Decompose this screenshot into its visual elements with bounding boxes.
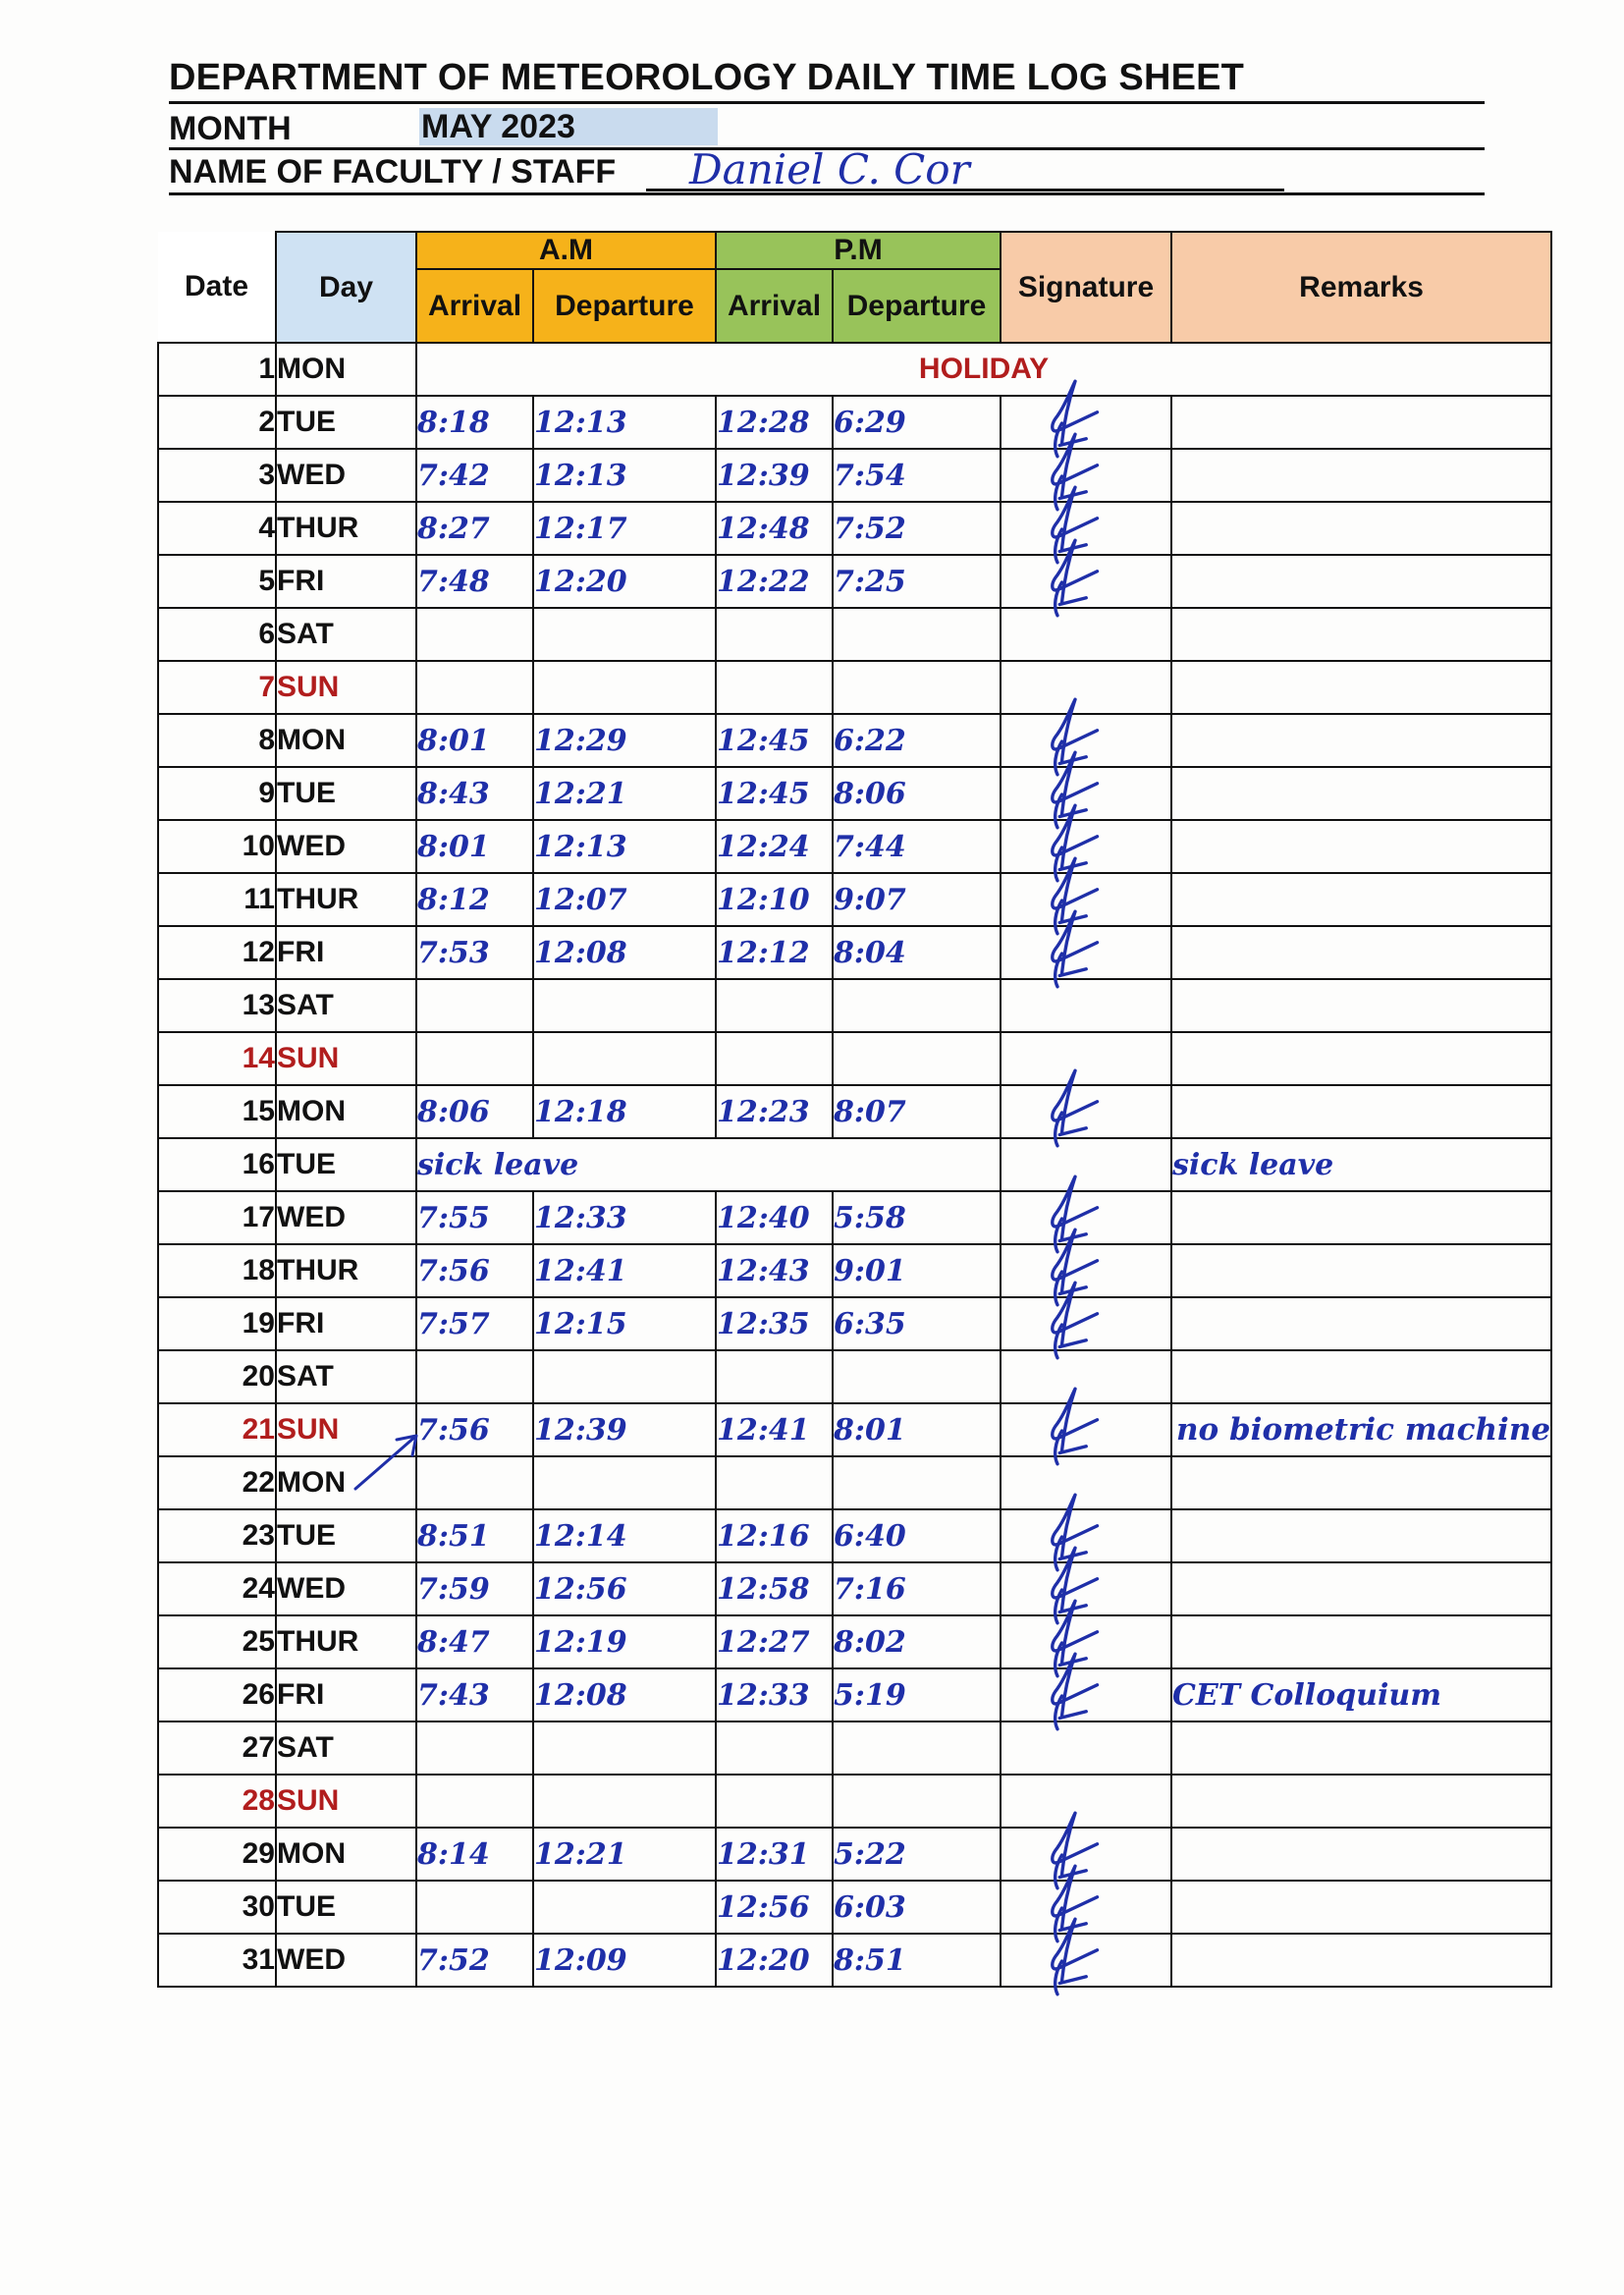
pm-arrival-cell: 12:45 xyxy=(716,714,833,767)
date-cell: 8 xyxy=(158,714,276,767)
date-cell: 5 xyxy=(158,555,276,608)
table-row xyxy=(158,1191,1551,1244)
day-cell: MON xyxy=(276,343,416,396)
remarks-cell: sick leave xyxy=(1171,1138,1551,1191)
col-day: Day xyxy=(276,232,416,343)
am-departure-cell xyxy=(533,608,716,661)
table-row xyxy=(158,661,1551,714)
am-departure-cell: 12:13 xyxy=(533,396,716,449)
name-label: NAME OF FACULTY / STAFF xyxy=(169,153,617,191)
am-departure-cell: 12:20 xyxy=(533,555,716,608)
remarks-cell xyxy=(1171,820,1551,873)
date-cell: 7 xyxy=(158,661,276,714)
pm-departure-cell xyxy=(833,1032,1001,1085)
pm-arrival-cell xyxy=(716,1350,833,1403)
remarks-cell xyxy=(1171,449,1551,502)
am-arrival-cell: 8:14 xyxy=(416,1828,533,1881)
am-arrival-cell: 8:51 xyxy=(416,1509,533,1562)
table-row xyxy=(158,343,1551,396)
signature-cell xyxy=(1001,1032,1171,1085)
month-row xyxy=(169,108,1485,150)
pm-departure-cell xyxy=(833,979,1001,1032)
am-arrival-cell xyxy=(416,608,533,661)
am-arrival-cell: 7:53 xyxy=(416,926,533,979)
pm-arrival-cell: 12:22 xyxy=(716,555,833,608)
day-cell: WED xyxy=(276,1934,416,1987)
remarks-cell xyxy=(1171,661,1551,714)
am-arrival-cell: 8:06 xyxy=(416,1085,533,1138)
day-cell: WED xyxy=(276,1191,416,1244)
signature-cell xyxy=(1001,1244,1171,1297)
day-cell: FRI xyxy=(276,1668,416,1721)
am-arrival-cell: 7:59 xyxy=(416,1562,533,1615)
signature-cell xyxy=(1001,1934,1171,1987)
table-row xyxy=(158,1297,1551,1350)
am-departure-cell xyxy=(533,1350,716,1403)
signature-cell xyxy=(1001,873,1171,926)
table-row xyxy=(158,396,1551,449)
table-row xyxy=(158,1828,1551,1881)
am-departure-cell: 12:08 xyxy=(533,926,716,979)
signature-cell xyxy=(1001,1615,1171,1668)
signature-cell xyxy=(1001,1297,1171,1350)
pm-departure-cell: 9:01 xyxy=(833,1244,1001,1297)
am-departure-cell: 12:56 xyxy=(533,1562,716,1615)
am-arrival-cell: 8:47 xyxy=(416,1615,533,1668)
am-departure-cell xyxy=(533,1721,716,1775)
table-row xyxy=(158,1456,1551,1509)
am-arrival-cell: 8:43 xyxy=(416,767,533,820)
pm-arrival-cell: 12:27 xyxy=(716,1615,833,1668)
pm-arrival-cell: 12:20 xyxy=(716,1934,833,1987)
pm-departure-cell: 6:35 xyxy=(833,1297,1001,1350)
pm-arrival-cell xyxy=(716,979,833,1032)
pm-arrival-cell: 12:10 xyxy=(716,873,833,926)
signature-cell xyxy=(1001,1775,1171,1828)
remarks-cell xyxy=(1171,608,1551,661)
am-arrival-cell: 7:43 xyxy=(416,1668,533,1721)
table-row xyxy=(158,1615,1551,1668)
name-row xyxy=(169,145,1485,195)
pm-departure-cell: 5:22 xyxy=(833,1828,1001,1881)
remarks-cell xyxy=(1171,1032,1551,1085)
date-cell: 1 xyxy=(158,343,276,396)
am-arrival-cell xyxy=(416,1456,533,1509)
am-departure-cell: 12:08 xyxy=(533,1668,716,1721)
table-row xyxy=(158,979,1551,1032)
remarks-cell: CET Colloquium xyxy=(1171,1668,1551,1721)
am-arrival-cell: 7:56 xyxy=(416,1403,533,1456)
date-cell: 19 xyxy=(158,1297,276,1350)
day-cell: MON xyxy=(276,1085,416,1138)
am-departure-cell: 12:18 xyxy=(533,1085,716,1138)
table-row xyxy=(158,1509,1551,1562)
month-label: MONTH xyxy=(169,110,292,147)
col-date: Date xyxy=(158,232,276,343)
day-cell: FRI xyxy=(276,555,416,608)
date-cell: 13 xyxy=(158,979,276,1032)
am-departure-cell: 12:29 xyxy=(533,714,716,767)
day-cell: FRI xyxy=(276,926,416,979)
date-cell: 10 xyxy=(158,820,276,873)
pm-arrival-cell: 12:28 xyxy=(716,396,833,449)
col-remarks: Remarks xyxy=(1171,232,1551,343)
date-cell: 16 xyxy=(158,1138,276,1191)
day-cell: TUE xyxy=(276,1509,416,1562)
am-departure-cell: 12:07 xyxy=(533,873,716,926)
date-cell: 14 xyxy=(158,1032,276,1085)
date-cell: 2 xyxy=(158,396,276,449)
am-arrival-cell: 8:27 xyxy=(416,502,533,555)
remarks-cell xyxy=(1171,1828,1551,1881)
am-departure-cell: 12:15 xyxy=(533,1297,716,1350)
pm-arrival-cell xyxy=(716,661,833,714)
time-log-table xyxy=(157,231,1552,1988)
remarks-cell xyxy=(1171,1509,1551,1562)
date-cell: 22 xyxy=(158,1456,276,1509)
remarks-cell xyxy=(1171,1881,1551,1934)
table-row xyxy=(158,820,1551,873)
date-cell: 23 xyxy=(158,1509,276,1562)
table-row xyxy=(158,555,1551,608)
signature-cell xyxy=(1001,1721,1171,1775)
pm-arrival-cell: 12:43 xyxy=(716,1244,833,1297)
day-cell: WED xyxy=(276,449,416,502)
am-arrival-cell: 8:18 xyxy=(416,396,533,449)
am-departure-cell: 12:14 xyxy=(533,1509,716,1562)
table-row xyxy=(158,1721,1551,1775)
date-cell: 3 xyxy=(158,449,276,502)
pm-departure-cell: 6:40 xyxy=(833,1509,1001,1562)
remarks-cell xyxy=(1171,1191,1551,1244)
pm-departure-cell: 8:07 xyxy=(833,1085,1001,1138)
am-arrival-cell xyxy=(416,1775,533,1828)
signature-cell xyxy=(1001,661,1171,714)
date-cell: 25 xyxy=(158,1615,276,1668)
signature-cell xyxy=(1001,502,1171,555)
remarks-cell xyxy=(1171,396,1551,449)
date-cell: 6 xyxy=(158,608,276,661)
col-pm-arrival: Arrival xyxy=(716,269,833,343)
remarks-cell xyxy=(1171,1615,1551,1668)
signature-cell xyxy=(1001,1828,1171,1881)
table-row xyxy=(158,608,1551,661)
pm-arrival-cell xyxy=(716,1775,833,1828)
pm-departure-cell: 5:19 xyxy=(833,1668,1001,1721)
remarks-cell xyxy=(1171,873,1551,926)
am-arrival-cell: 7:52 xyxy=(416,1934,533,1987)
signature-cell xyxy=(1001,1562,1171,1615)
table-row xyxy=(158,1881,1551,1934)
pm-departure-cell xyxy=(833,1456,1001,1509)
am-arrival-cell: 8:12 xyxy=(416,873,533,926)
day-cell: SUN xyxy=(276,1775,416,1828)
day-cell: WED xyxy=(276,1562,416,1615)
col-pm: P.M xyxy=(716,232,1001,269)
am-departure-cell: 12:09 xyxy=(533,1934,716,1987)
am-arrival-cell xyxy=(416,661,533,714)
am-departure-cell: 12:21 xyxy=(533,767,716,820)
day-cell: SUN xyxy=(276,1032,416,1085)
date-cell: 29 xyxy=(158,1828,276,1881)
sheet-title: DEPARTMENT OF METEOROLOGY DAILY TIME LOG SHEET xyxy=(169,57,1485,104)
am-departure-cell: 12:33 xyxy=(533,1191,716,1244)
remarks-cell xyxy=(1171,1934,1551,1987)
am-arrival-cell: 7:56 xyxy=(416,1244,533,1297)
am-departure-cell: 12:21 xyxy=(533,1828,716,1881)
date-cell: 18 xyxy=(158,1244,276,1297)
signature-cell xyxy=(1001,1456,1171,1509)
pm-departure-cell: 8:02 xyxy=(833,1615,1001,1668)
date-cell: 21 xyxy=(158,1403,276,1456)
day-cell: SAT xyxy=(276,1350,416,1403)
signature-cell xyxy=(1001,1138,1171,1191)
date-cell: 30 xyxy=(158,1881,276,1934)
am-departure-cell xyxy=(533,1456,716,1509)
day-cell: MON xyxy=(276,1828,416,1881)
am-arrival-cell: 7:57 xyxy=(416,1297,533,1350)
day-cell: TUE xyxy=(276,767,416,820)
pm-departure-cell: 6:03 xyxy=(833,1881,1001,1934)
table-row xyxy=(158,1085,1551,1138)
signature-cell xyxy=(1001,1509,1171,1562)
pm-departure-cell: 8:04 xyxy=(833,926,1001,979)
remarks-cell xyxy=(1171,1085,1551,1138)
pm-arrival-cell xyxy=(716,1032,833,1085)
day-cell: MON xyxy=(276,714,416,767)
pm-arrival-cell: 12:39 xyxy=(716,449,833,502)
day-cell: SUN xyxy=(276,1403,416,1456)
am-arrival-cell xyxy=(416,1350,533,1403)
am-arrival-cell xyxy=(416,1032,533,1085)
table-row xyxy=(158,1350,1551,1403)
table-row xyxy=(158,502,1551,555)
day-cell: THUR xyxy=(276,873,416,926)
remarks-cell xyxy=(1171,1721,1551,1775)
signature-cell xyxy=(1001,714,1171,767)
am-departure-cell: 12:13 xyxy=(533,820,716,873)
table-row xyxy=(158,1032,1551,1085)
pm-arrival-cell: 12:56 xyxy=(716,1881,833,1934)
signature-cell xyxy=(1001,1403,1171,1456)
day-cell: THUR xyxy=(276,502,416,555)
pm-departure-cell: 5:58 xyxy=(833,1191,1001,1244)
date-cell: 31 xyxy=(158,1934,276,1987)
pm-arrival-cell: 12:58 xyxy=(716,1562,833,1615)
pm-arrival-cell: 12:48 xyxy=(716,502,833,555)
date-cell: 15 xyxy=(158,1085,276,1138)
pm-departure-cell xyxy=(833,1775,1001,1828)
pm-arrival-cell: 12:24 xyxy=(716,820,833,873)
month-value: MAY 2023 xyxy=(419,108,718,145)
day-cell: SAT xyxy=(276,1721,416,1775)
am-departure-cell: 12:19 xyxy=(533,1615,716,1668)
day-cell: TUE xyxy=(276,396,416,449)
day-cell: SAT xyxy=(276,608,416,661)
pm-departure-cell: 7:16 xyxy=(833,1562,1001,1615)
am-arrival-cell: 7:48 xyxy=(416,555,533,608)
pm-departure-cell: 7:25 xyxy=(833,555,1001,608)
signature-cell xyxy=(1001,767,1171,820)
log-body xyxy=(158,343,1551,1987)
remarks-cell xyxy=(1171,926,1551,979)
date-cell: 28 xyxy=(158,1775,276,1828)
table-row xyxy=(158,1403,1551,1456)
date-cell: 20 xyxy=(158,1350,276,1403)
signature-cell xyxy=(1001,608,1171,661)
remarks-cell xyxy=(1171,1350,1551,1403)
date-cell: 4 xyxy=(158,502,276,555)
remarks-cell xyxy=(1171,1456,1551,1509)
col-pm-departure: Departure xyxy=(833,269,1001,343)
table-row xyxy=(158,1775,1551,1828)
signature-cell xyxy=(1001,979,1171,1032)
am-departure-cell xyxy=(533,1032,716,1085)
date-cell: 24 xyxy=(158,1562,276,1615)
pm-arrival-cell xyxy=(716,608,833,661)
table-row xyxy=(158,1244,1551,1297)
table-row xyxy=(158,1562,1551,1615)
pm-departure-cell: 8:01 xyxy=(833,1403,1001,1456)
remarks-cell xyxy=(1171,1562,1551,1615)
pm-arrival-cell: 12:33 xyxy=(716,1668,833,1721)
remarks-cell xyxy=(1171,714,1551,767)
pm-arrival-cell: 12:16 xyxy=(716,1509,833,1562)
pm-arrival-cell: 12:40 xyxy=(716,1191,833,1244)
date-cell: 9 xyxy=(158,767,276,820)
signature-cell xyxy=(1001,449,1171,502)
day-cell: FRI xyxy=(276,1297,416,1350)
remarks-cell xyxy=(1171,979,1551,1032)
remarks-cell xyxy=(1171,502,1551,555)
remarks-cell xyxy=(1171,1244,1551,1297)
remarks-cell xyxy=(1171,1775,1551,1828)
am-departure-cell xyxy=(533,1881,716,1934)
signature-cell xyxy=(1001,1668,1171,1721)
am-arrival-cell: 7:42 xyxy=(416,449,533,502)
pm-arrival-cell: 12:31 xyxy=(716,1828,833,1881)
remarks-cell xyxy=(1171,555,1551,608)
signature-cell xyxy=(1001,555,1171,608)
pm-departure-cell: 7:54 xyxy=(833,449,1001,502)
am-departure-cell: 12:17 xyxy=(533,502,716,555)
pm-departure-cell: 8:06 xyxy=(833,767,1001,820)
col-am-departure: Departure xyxy=(533,269,716,343)
date-cell: 12 xyxy=(158,926,276,979)
day-cell: TUE xyxy=(276,1881,416,1934)
pm-arrival-cell: 12:41 xyxy=(716,1403,833,1456)
col-signature: Signature xyxy=(1001,232,1171,343)
day-cell: SAT xyxy=(276,979,416,1032)
pm-arrival-cell xyxy=(716,1456,833,1509)
table-row xyxy=(158,1934,1551,1987)
date-cell: 26 xyxy=(158,1668,276,1721)
pm-departure-cell: 7:52 xyxy=(833,502,1001,555)
am-arrival-cell xyxy=(416,1881,533,1934)
pm-arrival-cell: 12:35 xyxy=(716,1297,833,1350)
pm-departure-cell: 6:22 xyxy=(833,714,1001,767)
pm-arrival-cell: 12:12 xyxy=(716,926,833,979)
table-row xyxy=(158,449,1551,502)
am-departure-cell: 12:39 xyxy=(533,1403,716,1456)
signature-cell xyxy=(1001,1085,1171,1138)
pm-arrival-cell: 12:23 xyxy=(716,1085,833,1138)
pm-departure-cell xyxy=(833,608,1001,661)
pm-arrival-cell xyxy=(716,1721,833,1775)
table-row xyxy=(158,1668,1551,1721)
day-cell: TUE xyxy=(276,1138,416,1191)
pm-departure-cell xyxy=(833,1721,1001,1775)
leave-cell: sick leave xyxy=(416,1138,1001,1191)
am-arrival-cell: 8:01 xyxy=(416,820,533,873)
date-cell: 27 xyxy=(158,1721,276,1775)
table-row xyxy=(158,873,1551,926)
remarks-cell xyxy=(1171,767,1551,820)
col-am-arrival: Arrival xyxy=(416,269,533,343)
day-cell: MON xyxy=(276,1456,416,1509)
pm-departure-cell xyxy=(833,1350,1001,1403)
pm-arrival-cell: 12:45 xyxy=(716,767,833,820)
am-departure-cell: 12:41 xyxy=(533,1244,716,1297)
holiday-cell: HOLIDAY xyxy=(416,343,1551,396)
staff-name: Daniel C. Cor xyxy=(689,145,970,193)
day-cell: WED xyxy=(276,820,416,873)
remarks-cell: no biometric machine xyxy=(1171,1403,1551,1456)
col-am: A.M xyxy=(416,232,716,269)
table-row xyxy=(158,926,1551,979)
am-departure-cell xyxy=(533,1775,716,1828)
pm-departure-cell: 7:44 xyxy=(833,820,1001,873)
signature-cell xyxy=(1001,926,1171,979)
am-departure-cell: 12:13 xyxy=(533,449,716,502)
am-arrival-cell: 8:01 xyxy=(416,714,533,767)
signature-cell xyxy=(1001,1881,1171,1934)
pm-departure-cell: 6:29 xyxy=(833,396,1001,449)
am-arrival-cell xyxy=(416,1721,533,1775)
signature-cell xyxy=(1001,1191,1171,1244)
day-cell: SUN xyxy=(276,661,416,714)
date-cell: 11 xyxy=(158,873,276,926)
am-departure-cell xyxy=(533,661,716,714)
signature-cell xyxy=(1001,820,1171,873)
remarks-cell xyxy=(1171,1297,1551,1350)
table-row xyxy=(158,714,1551,767)
pm-departure-cell: 8:51 xyxy=(833,1934,1001,1987)
day-cell: THUR xyxy=(276,1244,416,1297)
table-row xyxy=(158,767,1551,820)
am-arrival-cell: 7:55 xyxy=(416,1191,533,1244)
table-row xyxy=(158,1138,1551,1191)
pm-departure-cell xyxy=(833,661,1001,714)
am-arrival-cell xyxy=(416,979,533,1032)
am-departure-cell xyxy=(533,979,716,1032)
signature-cell xyxy=(1001,1350,1171,1403)
date-cell: 17 xyxy=(158,1191,276,1244)
day-cell: THUR xyxy=(276,1615,416,1668)
signature-cell xyxy=(1001,396,1171,449)
pm-departure-cell: 9:07 xyxy=(833,873,1001,926)
